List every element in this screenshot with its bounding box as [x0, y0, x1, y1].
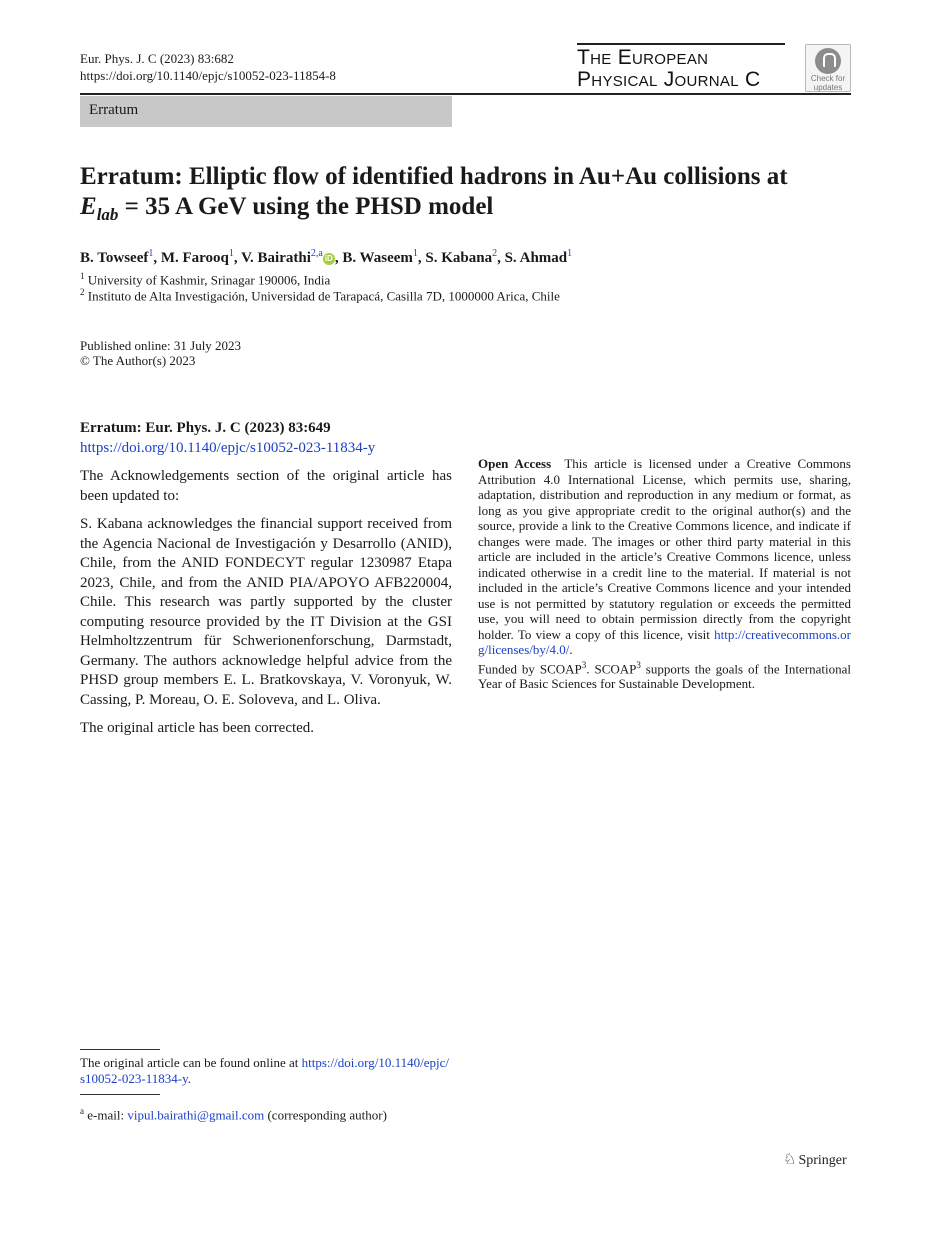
funding-sup: 3 [581, 659, 587, 670]
title-math-e: E [80, 193, 97, 220]
author-affil[interactable]: 1 [412, 248, 418, 259]
journal-logo [577, 43, 785, 91]
author-affil[interactable]: 1 [228, 248, 234, 259]
footnote-rule [80, 1049, 160, 1050]
author-list: B. Towseef$^1$, M. Farooq$^1$, V. Bairathi$^{2,a}$ iD , B. Waseem$^1$, S. Kabana$^2$, S. Ahmad$^1$ [80, 248, 573, 266]
section-label: Erratum [89, 102, 139, 118]
original-article-footnote: The original article can be found online at https://doi.org/10.1140/epjc/s10052-023-11834-y. [80, 1055, 449, 1086]
affiliation-text: Instituto de Alta Investigación, Universidad de Tarapacá, Casilla 7D, 1000000 Arica, Chile [87, 288, 560, 304]
affiliation-text: University of Kashmir, Srinagar 190006, India [87, 272, 331, 288]
email-suffix: (corresponding author) [267, 1107, 387, 1123]
open-access-text: This article is licensed under a Creative Commons Attribution 4.0 International License, which permits use, sharing, adaptation, distribution and reproduction in any medium or format, as long as you give appropriate credit to the original author(s) and the source, provide a link to the Creative Commons licence, and indicate if changes were made. The images or other third party material in this article are included in the article’s Creative Commons licence, unless indicated otherwise in a credit line to the material. If material is not included in the article’s Creative Commons licence and your intended use is not permitted by statutory regulation or exceeds the permitted use, you will need to obtain permission directly from the copyright holder. To view a copy of this licence, visit [478, 456, 851, 642]
author-name[interactable]: B. Towseef [80, 250, 149, 266]
email-prefix: e-mail: [87, 1107, 125, 1123]
springer-horse-icon: ♘ [783, 1152, 797, 1168]
publisher-logo [783, 1150, 847, 1169]
author-name[interactable]: M. Farooq [160, 250, 229, 266]
footnote-rule [80, 1094, 160, 1095]
title-line2-rest: = 35 A GeV using the PHSD model [118, 193, 494, 220]
title-line1: Erratum: Elliptic flow of identified hadrons in Au+Au collisions at [80, 163, 788, 190]
author-name[interactable]: S. Kabana [425, 250, 493, 266]
title-line2 [80, 192, 840, 230]
author-affil[interactable]: 1 [148, 248, 154, 259]
badge-line2: updates [813, 83, 843, 92]
license-link[interactable]: http://creativecommons.org/licenses/by/4.0/ [478, 626, 851, 657]
copyright: © The Author(s) 2023 [80, 353, 196, 368]
funding-text-c: supports the goals of the International Year of Basic Sciences for Sustainable Development. [478, 660, 851, 692]
affiliation-2 [80, 284, 560, 304]
author-name[interactable]: B. Waseem [342, 250, 413, 266]
crossmark-icon [815, 48, 841, 74]
article-doi[interactable]: https://doi.org/10.1140/epjc/s10052-023-11854-8 [80, 68, 336, 83]
erratum-reference [80, 418, 375, 458]
affiliation-number: 1 [80, 271, 85, 281]
author-affil[interactable]: 2,a [310, 248, 323, 259]
erratum-link[interactable]: https://doi.org/10.1140/epjc/s10052-023-11834-y [80, 440, 376, 456]
published-date: Published online: 31 July 2023 [80, 338, 242, 353]
author-affil[interactable]: 1 [567, 248, 573, 259]
journal-citation: Eur. Phys. J. C (2023) 83:682 [80, 51, 234, 66]
open-access-label: Open Access [478, 456, 552, 471]
body-paragraph-2: S. Kabana acknowledges the financial support received from the Agencia Nacional de Investigación y Desarrollo (ANID), Chile, from the ANID FONDECYT regular 1230987 Etapa 2023, Chile, and from the ANID PIA/APOYO AFB220004, Chile. This research was partly supported by the cluster computing resource provided by the IT Division at the GSI Helmholtzzentrum für Schwerionenforschung, Darmstadt, Germany. The authors acknowledge helpful advice from the PHSD group members E. L. Bratkovskaya, V. Voronyuk, W. Cassing, P. Moreau, O. E. Soloveva, and L. Oliva. [80, 516, 452, 708]
funding-statement [478, 658, 851, 692]
publisher-name: Springer [798, 1153, 847, 1168]
erratum-heading: Erratum: Eur. Phys. J. C (2023) 83:649 [80, 420, 331, 436]
email-link[interactable]: vipul.bairathi@gmail.com [127, 1107, 265, 1123]
author-name[interactable]: V. Bairathi [241, 250, 311, 266]
journal-logo-line1: The European [577, 46, 709, 69]
funding-text-b: . SCOAP [586, 660, 637, 676]
funding-text-a: Funded by SCOAP [478, 660, 582, 676]
author-name[interactable]: S. Ahmad [504, 250, 568, 266]
open-access-paragraph: Open Access This article is licensed under a Creative Commons Attribution 4.0 International License, which permits use, sharing, adaptation, distribution and reproduction in any medium or format, as long as you give appropriate credit to the original author(s) and the source, provide a link to the Creative Commons licence, and indicate if changes were made. The images or other third party material in this article are included in the article’s Creative Commons licence, unless indicated otherwise in a credit line to the material. If material is not included in the article’s Creative Commons licence and your intended use is not permitted by statutory regulation or exceeds the permitted use, you will need to obtain permission directly from the copyright holder. To view a copy of this licence, visit http://creativecommons.org/licenses/by/4.0/. [478, 456, 851, 657]
badge-line1: Check for [810, 74, 846, 83]
open-access-notice [478, 456, 851, 692]
email-footnote [80, 1103, 452, 1123]
section-bar [80, 96, 452, 127]
title-math-sub: lab [96, 205, 119, 224]
funding-sup: 3 [636, 659, 641, 670]
body-paragraph-1: The Acknowledgements section of the original article has been updated to: [80, 468, 452, 504]
footnote-prefix: The original article can be found online at [80, 1055, 299, 1070]
affiliation-number: 2 [80, 287, 85, 297]
publication-info [80, 338, 241, 368]
header-rule [80, 93, 851, 95]
journal-logo-line2: Physical Journal C [577, 68, 761, 91]
check-for-updates-badge[interactable] [805, 44, 851, 92]
article-title [80, 162, 840, 230]
original-article-link[interactable]: https://doi.org/10.1140/epjc/s10052-023-11834-y [80, 1055, 449, 1086]
body-paragraph-3: The original article has been corrected. [80, 720, 315, 736]
footnote-mark: a [80, 1106, 84, 1116]
orcid-icon[interactable]: iD [324, 253, 333, 263]
author-affil[interactable]: 2 [492, 248, 498, 259]
running-header [80, 50, 336, 84]
